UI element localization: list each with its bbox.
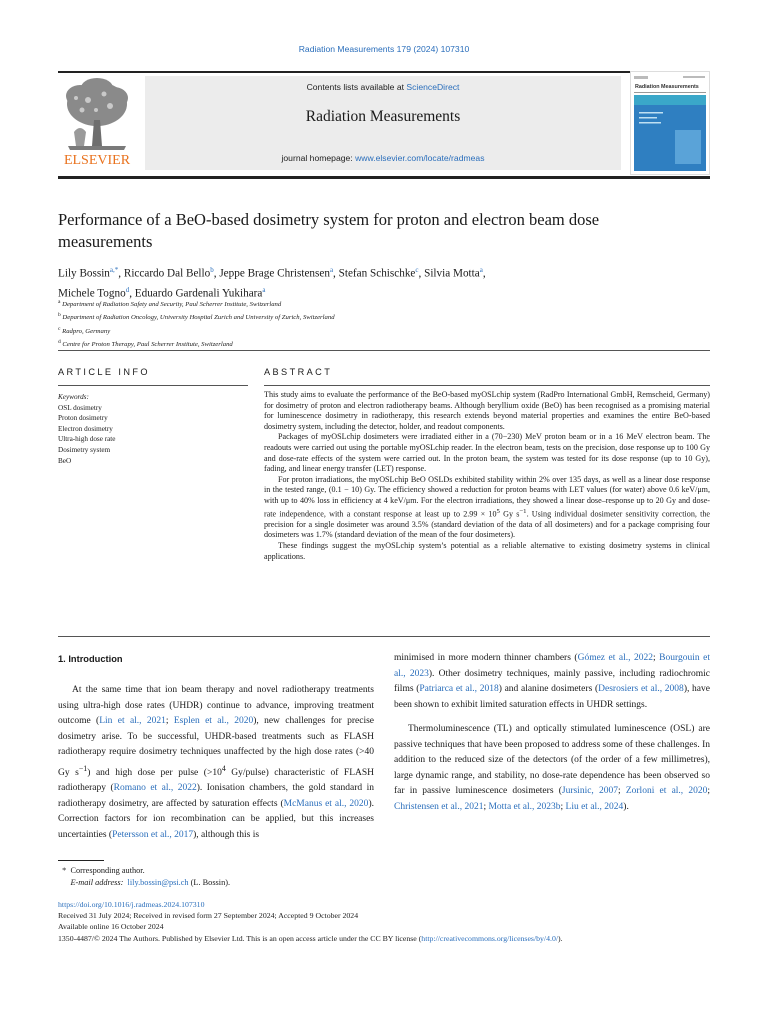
homepage-prefix: journal homepage: <box>281 153 356 163</box>
footnote <box>58 865 458 889</box>
keyword: Electron dosimetry <box>58 424 113 433</box>
body-paragraph: minimised in more modern thinner chambers (Gómez et al., 2022; Bourgouin et al., 2023). Other dosimetry techniques, mainly passive, including radiochromic films (Patriarca et al., 2018) and alanine dosimeters (Desrosiers et al., 2008), have been shown to exhibit limited saturation effects in UHDR settings. <box>394 653 711 710</box>
keywords-label: Keywords: <box>58 393 89 401</box>
keyword: Dosimetry system <box>58 445 111 454</box>
publication-info <box>58 899 718 944</box>
author-affiliation-mark[interactable]: c <box>415 266 419 274</box>
homepage-line <box>145 153 621 163</box>
contents-prefix: Contents lists available at <box>306 82 407 92</box>
citation-link[interactable]: Lin et al., 2021 <box>99 716 166 726</box>
author[interactable]: Jeppe Brage Christensen <box>219 267 330 280</box>
email-note: E-mail address: lily.bossin@psi.ch (L. Bossin). <box>70 878 231 888</box>
citation-link[interactable]: Patriarca et al., 2018 <box>419 684 499 694</box>
author[interactable]: Riccardo Dal Bello <box>123 267 211 280</box>
citation-link[interactable]: Petersson et al., 2017 <box>112 829 194 840</box>
author[interactable]: Stefan Schischke <box>338 267 416 280</box>
journal-name: Radiation Measurements <box>305 108 461 125</box>
abstract-paragraph: These findings suggest the myOSLchip system’s potential as a reliable alternative to existing dosimetry systems in clinical applications. <box>264 541 710 561</box>
affiliation: $^c$ Radpro, Germany <box>58 325 111 336</box>
author-affiliation-mark[interactable]: a <box>329 266 334 274</box>
article-info-heading: ARTICLE INFO <box>58 367 150 377</box>
citation-link[interactable]: Christensen et al., 2021 <box>394 801 484 812</box>
divider <box>58 350 710 351</box>
abstract-paragraph: Packages of myOSLchip dosimeters were irradiated either in a (70−230) MeV proton beam or in a 16 MeV electron beam. The readouts were carried out using the portable myOSLchip reader. In the electron beam, tests on the precision, dose response up to 100 Gy and dose-rate effects of the system were carried out. In the proton beam, the system was tested for its dose response (up to 10 Gy), fading, and linear energy transfer (LET) response. <box>264 432 710 474</box>
author-list: Lily Bossin$^{a,*}$, Riccardo Dal Bello$^b$, Jeppe Brage Christensen$^a$, Stefan Schischke$^c$, Silvia Motta$^a$, Michele Togno$^d$, Eduardo Gardenali Yukihara$^a$ <box>58 266 486 300</box>
journal-reference[interactable]: Radiation Measurements 179 (2024) 107310 <box>298 44 470 54</box>
author-affiliation-mark[interactable]: b <box>210 266 214 274</box>
license-line: 1350-4487/© 2024 The Authors. Published by Elsevier Ltd. This is an open access article under the CC BY license (http://creativecommons.org/licenses/by/4.0/). <box>58 933 563 943</box>
affiliation: $^b$ Department of Radiation Oncology, University Hospital Zurich and University of Zurich, Switzerland <box>58 312 335 322</box>
divider <box>58 385 248 386</box>
journal-homepage-link[interactable]: www.elsevier.com/locate/radmeas <box>355 153 485 163</box>
corresponding-author-note: * Corresponding author. <box>62 866 145 875</box>
author[interactable]: Eduardo Gardenali Yukihara <box>134 287 263 300</box>
citation-link[interactable]: Bourgouin et al., 2023 <box>394 653 711 679</box>
citation-link[interactable]: Gómez et al., 2022 <box>577 653 654 663</box>
journal-cover-image <box>631 72 709 174</box>
body-paragraph: At the same time that ion beam therapy and novel radiotherapy treatments using ultra-high dose rates (UHDR) continue to advance, improving treatment outcome (Lin et al., 2021; Esplen et al., 2020), new challenges for precise dosimetry arise. To be successful, UHDR-based treatments such as FLASH radiotherapy require dosimetry techniques unaffected by the high dose rates (>40 Gy $s^{-1}$) and high dose per pulse ($>10^4$ Gy/pulse) characteristic of FLASH radiotherapy (Romano et al., 2022). Ionisation chambers, the gold standard in radiotherapy dosimetry, are affected by saturation effects (McManus et al., 2020). Correction factors for ion recombination can be applied, but this increases uncertainties (Petersson et al., 2017), although this is <box>58 685 375 840</box>
author-affiliation-mark[interactable]: a,* <box>109 266 119 274</box>
keywords-list <box>58 392 248 466</box>
author-affiliation-mark[interactable]: a <box>479 266 483 274</box>
keyword: BeO <box>58 456 72 465</box>
elsevier-tree-icon <box>58 76 136 168</box>
section-heading-introduction: 1. Introduction <box>58 654 123 664</box>
received-dates: Received 31 July 2024; Received in revised form 27 September 2024; Accepted 9 October 2024 <box>58 911 359 921</box>
divider <box>58 636 710 637</box>
citation-link[interactable]: Zorloni et al., 2020 <box>625 786 708 796</box>
author[interactable]: Lily Bossin <box>58 267 110 280</box>
citation-link[interactable]: Motta et al., 2023b <box>488 801 561 812</box>
affiliations <box>58 297 698 351</box>
doi-link[interactable]: https://doi.org/10.1016/j.radmeas.2024.107310 <box>58 900 205 909</box>
citation-link[interactable]: Esplen et al., 2020 <box>173 716 254 726</box>
affiliation: $^a$ Department of Radiation Safety and Security, Paul Scherrer Institute, Switzerland <box>58 299 282 309</box>
citation-link[interactable]: Desrosiers et al., 2008 <box>598 684 684 694</box>
author[interactable]: Michele Togno <box>58 287 126 300</box>
citation-link[interactable]: McManus et al., 2020 <box>283 798 369 809</box>
author-affiliation-mark[interactable]: a <box>262 286 266 295</box>
available-online: Available online 16 October 2024 <box>58 922 164 932</box>
body-column-left <box>58 683 374 843</box>
masthead-center-panel <box>145 76 621 170</box>
keyword: Ultra-high dose rate <box>58 435 116 444</box>
elsevier-wordmark: ELSEVIER <box>63 153 131 168</box>
body-paragraph: Thermoluminescence (TL) and optically stimulated luminescence (OSL) are passive techniques that have been proposed to address some of these challenges. In addition to the reduced size of the detectors (of the order of a few millimetres), large dynamic range, and stability, no dose-rate dependence has been observed so far in passive luminescence dosimeters (Jursinic, 2007; Zorloni et al., 2020; Christensen et al., 2021; Motta et al., 2023b; Liu et al., 2024). <box>394 724 711 812</box>
masthead-bottom-rule <box>58 176 710 179</box>
author[interactable]: Silvia Motta <box>424 267 480 280</box>
affiliation: $^d$ Centre for Proton Therapy, Paul Scherrer Institute, Switzerland <box>58 339 233 349</box>
divider <box>264 385 710 386</box>
elsevier-logo[interactable] <box>58 76 136 168</box>
keyword: OSL dosimetry <box>58 403 102 412</box>
body-column-right <box>394 651 710 815</box>
journal-cover-thumbnail[interactable] <box>630 71 710 175</box>
cover-title: Radiation Measurements <box>635 84 699 90</box>
license-link[interactable]: http://creativecommons.org/licenses/by/4.0/ <box>421 933 559 943</box>
abstract-heading: ABSTRACT <box>264 367 333 377</box>
contents-line <box>145 82 621 92</box>
masthead-top-rule <box>58 71 710 73</box>
footnote-rule <box>58 860 104 861</box>
abstract-paragraph: This study aims to evaluate the performance of the BeO-based myOSLchip system (RadPro International GmbH, Remscheid, Germany) for dosimetry of proton and electron radiotherapy beams. Although beryllium oxide (BeO) has been recognised as a promising material for luminescence dosimetry in radiotherapy, this research extends beyond material properties and examines the entire BeO-based dosimetry system, including the detector, holder, and readout components. <box>264 390 710 431</box>
abstract-paragraph: For proton irradiations, the myOSLchip BeO OSLDs exhibited stability within 2% over 135 days, as well as a linear dose response in the tested range, (0.1 − 10) Gy. The efficiency showed a reduction for proton beams with LET values (for water) above 0.6 keV/μm, with up to 40% loss in efficiency at 4 keV/μm. For the electron irradiations, they showed a linear dose–response up to 20 Gy and dose-rate independence, with a constant response at least up to $2.99 \times 10^5$ Gy $s^{-1}$. Using individual dosimeter sensitivity correction, the precision for a single dosimeter was around 3.5% (standard deviation of the data of all dosimeters) and for a package comprising four dosimeters was 1.7% (standard deviation of the mean of the four dosimeters). <box>264 474 710 540</box>
article-title: Performance of a BeO-based dosimetry system for proton and electron beam dose measurements <box>58 210 600 251</box>
citation-link[interactable]: Romano et al., 2022 <box>113 783 197 794</box>
author-affiliation-mark[interactable]: d <box>125 286 130 295</box>
abstract-text <box>264 390 710 562</box>
email-link[interactable]: lily.bossin@psi.ch <box>127 878 189 888</box>
citation-link[interactable]: Liu et al., 2024 <box>565 801 624 812</box>
sciencedirect-link[interactable]: ScienceDirect <box>406 82 460 92</box>
keyword: Proton dosimetry <box>58 414 108 423</box>
citation-link[interactable]: Jursinic, 2007 <box>561 786 618 796</box>
